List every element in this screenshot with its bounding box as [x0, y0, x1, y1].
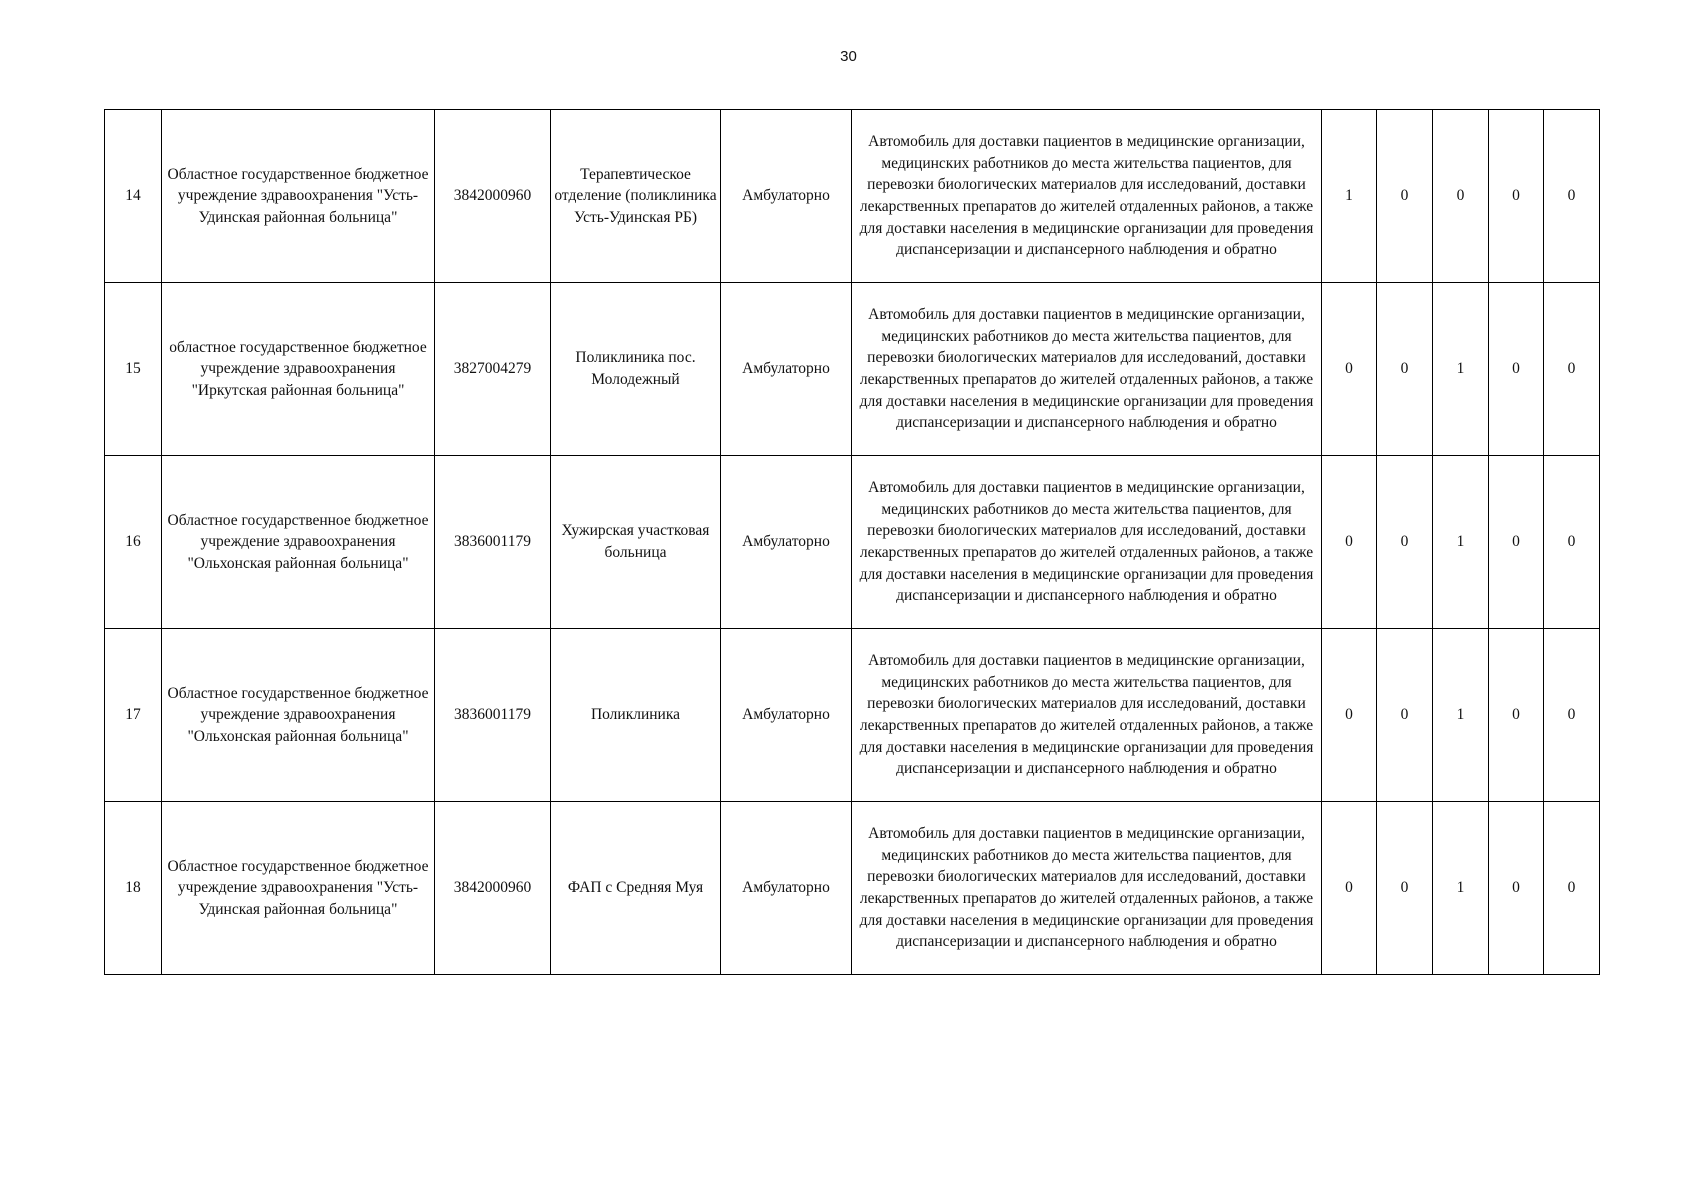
- care-mode-cell: Амбулаторно: [721, 629, 852, 802]
- count-cell-5: 0: [1544, 629, 1600, 802]
- organization-cell: Областное государственное бюджетное учреждение здравоохранения "Усть-Удинская районная больница": [162, 802, 435, 975]
- inn-cell: 3836001179: [435, 629, 551, 802]
- row-number-cell: 15: [105, 283, 162, 456]
- department-cell: Терапевтическое отделение (поликлиника Усть-Удинская РБ): [551, 110, 721, 283]
- care-mode-cell: Амбулаторно: [721, 110, 852, 283]
- count-cell-2: 0: [1377, 283, 1433, 456]
- department-cell: Хужирская участковая больница: [551, 456, 721, 629]
- care-mode-cell: Амбулаторно: [721, 456, 852, 629]
- row-number-cell: 18: [105, 802, 162, 975]
- count-cell-1: 1: [1322, 110, 1377, 283]
- count-cell-2: 0: [1377, 802, 1433, 975]
- organization-cell: Областное государственное бюджетное учреждение здравоохранения "Усть-Удинская районная больница": [162, 110, 435, 283]
- department-cell: Поликлиника: [551, 629, 721, 802]
- organization-cell: областное государственное бюджетное учреждение здравоохранения "Иркутская районная больница": [162, 283, 435, 456]
- organization-cell: Областное государственное бюджетное учреждение здравоохранения "Ольхонская районная больница": [162, 629, 435, 802]
- vehicle-purpose-cell: Автомобиль для доставки пациентов в медицинские организации, медицинских работников до места жительства пациентов, для перевозки биологических материалов для исследований, доставки лекарственных препаратов до жителей отдаленных районов, а также для доставки населения в медицинские организации для проведения диспансеризации и диспансерного наблюдения и обратно: [852, 456, 1322, 629]
- row-number-cell: 14: [105, 110, 162, 283]
- count-cell-4: 0: [1489, 456, 1544, 629]
- page-number: 30: [840, 48, 857, 65]
- inn-cell: 3842000960: [435, 802, 551, 975]
- inn-cell: 3827004279: [435, 283, 551, 456]
- inn-cell: 3836001179: [435, 456, 551, 629]
- care-mode-cell: Амбулаторно: [721, 802, 852, 975]
- count-cell-3: 1: [1433, 802, 1489, 975]
- count-cell-2: 0: [1377, 110, 1433, 283]
- count-cell-4: 0: [1489, 110, 1544, 283]
- count-cell-1: 0: [1322, 802, 1377, 975]
- count-cell-3: 1: [1433, 456, 1489, 629]
- department-cell: Поликлиника пос. Молодежный: [551, 283, 721, 456]
- count-cell-1: 0: [1322, 456, 1377, 629]
- count-cell-1: 0: [1322, 283, 1377, 456]
- count-cell-3: 1: [1433, 283, 1489, 456]
- count-cell-5: 0: [1544, 456, 1600, 629]
- vehicle-purpose-cell: Автомобиль для доставки пациентов в медицинские организации, медицинских работников до места жительства пациентов, для перевозки биологических материалов для исследований, доставки лекарственных препаратов до жителей отдаленных районов, а также для доставки населения в медицинские организации для проведения диспансеризации и диспансерного наблюдения и обратно: [852, 629, 1322, 802]
- count-cell-5: 0: [1544, 110, 1600, 283]
- count-cell-2: 0: [1377, 629, 1433, 802]
- organization-cell: Областное государственное бюджетное учреждение здравоохранения "Ольхонская районная больница": [162, 456, 435, 629]
- vehicle-purpose-cell: Автомобиль для доставки пациентов в медицинские организации, медицинских работников до места жительства пациентов, для перевозки биологических материалов для исследований, доставки лекарственных препаратов до жителей отдаленных районов, а также для доставки населения в медицинские организации для проведения диспансеризации и диспансерного наблюдения и обратно: [852, 110, 1322, 283]
- vehicle-purpose-cell: Автомобиль для доставки пациентов в медицинские организации, медицинских работников до места жительства пациентов, для перевозки биологических материалов для исследований, доставки лекарственных препаратов до жителей отдаленных районов, а также для доставки населения в медицинские организации для проведения диспансеризации и диспансерного наблюдения и обратно: [852, 283, 1322, 456]
- count-cell-4: 0: [1489, 629, 1544, 802]
- table-row: [105, 802, 1600, 975]
- inn-cell: 3842000960: [435, 110, 551, 283]
- count-cell-5: 0: [1544, 802, 1600, 975]
- table-row: [105, 629, 1600, 802]
- count-cell-1: 0: [1322, 629, 1377, 802]
- count-cell-4: 0: [1489, 283, 1544, 456]
- count-cell-3: 1: [1433, 629, 1489, 802]
- table-body: [105, 110, 1600, 975]
- count-cell-3: 0: [1433, 110, 1489, 283]
- row-number-cell: 17: [105, 629, 162, 802]
- count-cell-4: 0: [1489, 802, 1544, 975]
- count-cell-2: 0: [1377, 456, 1433, 629]
- care-mode-cell: Амбулаторно: [721, 283, 852, 456]
- vehicle-purpose-cell: Автомобиль для доставки пациентов в медицинские организации, медицинских работников до места жительства пациентов, для перевозки биологических материалов для исследований, доставки лекарственных препаратов до жителей отдаленных районов, а также для доставки населения в медицинские организации для проведения диспансеризации и диспансерного наблюдения и обратно: [852, 802, 1322, 975]
- table-row: [105, 110, 1600, 283]
- department-cell: ФАП с Средняя Муя: [551, 802, 721, 975]
- table-row: [105, 456, 1600, 629]
- table-row: [105, 283, 1600, 456]
- row-number-cell: 16: [105, 456, 162, 629]
- vehicle-allocation-table: [104, 109, 1600, 975]
- count-cell-5: 0: [1544, 283, 1600, 456]
